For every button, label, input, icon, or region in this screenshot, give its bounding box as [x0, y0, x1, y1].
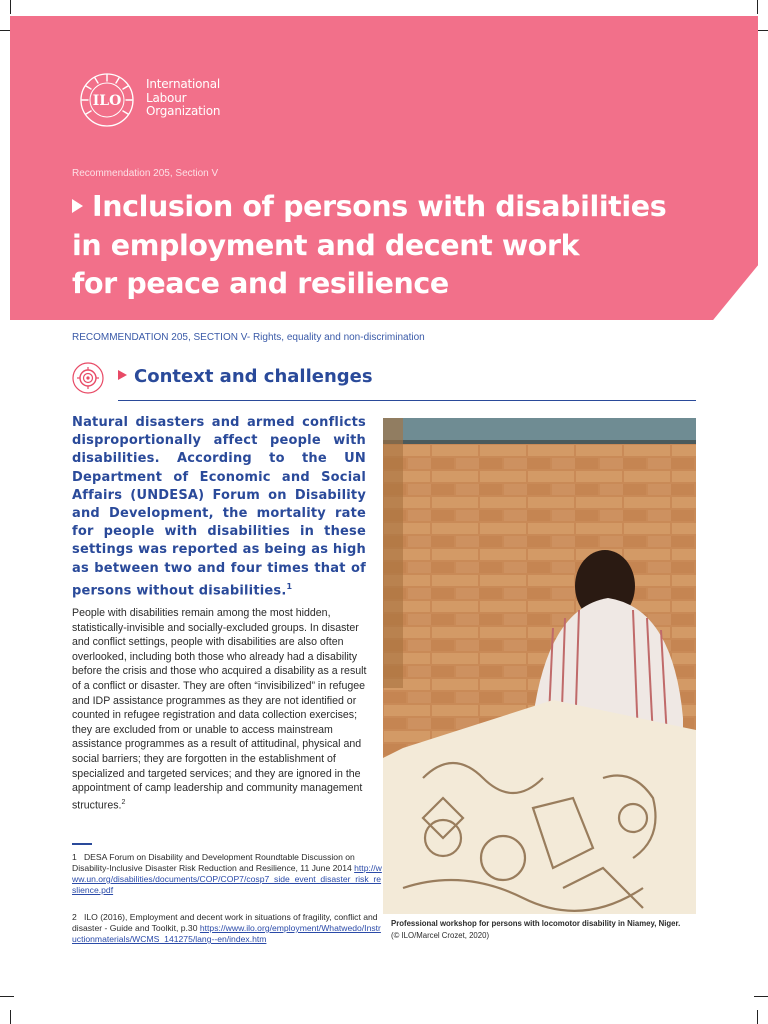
lead-paragraph: Natural disasters and armed conflicts disproportionally affect people with disabilities. According to the UN Department of Economic and Social Affairs (UNDESA) Forum on Disability and Development, the mortality rate for people with disabilities in these settings was reported as being as high as between two and four times that of persons without disabilities.$^1$: [72, 415, 366, 599]
footnote-number: 1: [72, 852, 77, 862]
footnote-link[interactable]: http://www.un.org/disabilities/documents/COP/COP7/cosp7_side_event_disaster_risk_reslience.pdf: [72, 863, 382, 895]
photo-credit: (© ILO/Marcel Crozet, 2020): [391, 930, 490, 940]
footnote-ref[interactable]: 2: [121, 798, 126, 806]
page-title: [72, 188, 712, 304]
section-title: Context and challenges: [118, 366, 373, 387]
footnote: [72, 912, 384, 945]
crop-mark: [0, 996, 14, 997]
photo-caption: [391, 918, 696, 941]
title-line: Inclusion of persons with disabilities: [72, 188, 712, 227]
crop-mark: [757, 0, 758, 14]
footnote-text: ILO (2016), Employment and decent work in situations of fragility, conflict and disaster - Guide and Toolkit, p.30: [72, 912, 378, 933]
crop-mark: [754, 996, 768, 997]
footnote-text: DESA Forum on Disability and Development Roundtable Discussion on Disability-Inclusive Disaster Risk Reduction and Resilience, 11 June 2014: [72, 852, 355, 873]
section-divider: [118, 400, 696, 401]
recommendation-label: Recommendation 205, Section V: [72, 168, 219, 179]
org-name-line: International: [146, 77, 220, 91]
body-paragraph: People with disabilities remain among the most hidden, statistically-invisible and socially-excluded groups. In disaster and conflict settings, people with disabilities are also often overlooked, including both those who already had a disability before the crisis and those who acquired a disability as a result of a conflict or disaster. They are often “invisibilized” in refugee and IDP assistance programmes as they are not identified or counted in refugee registration and data collection exercises; they are excluded from or unable to access mainstream assistance programmes as a result of attitudinal, physical and social barriers; they are forgotten in the establishment of specialized and targeted services; and they are ignored in the appointment of camp leadership and community management structures.$^2$: [72, 607, 367, 812]
crop-mark: [10, 1010, 11, 1024]
workshop-photo: [383, 418, 696, 914]
organization-name: [146, 78, 220, 119]
ilo-logo: [72, 72, 142, 128]
caption-text: Professional workshop for persons with locomotor disability in Niamey, Niger.: [391, 919, 681, 928]
subheading: RECOMMENDATION 205, SECTION V- Rights, equality and non-discrimination: [72, 332, 425, 343]
footnote-divider: [72, 843, 92, 845]
triangle-bullet-icon: [118, 370, 127, 380]
footnote: [72, 852, 384, 896]
org-name-line: Labour: [146, 90, 187, 105]
org-name-line: Organization: [146, 104, 221, 118]
crop-mark: [757, 1010, 758, 1024]
target-icon: [72, 362, 104, 394]
svg-text:ILO: ILO: [92, 93, 122, 109]
title-line: for peace and resilience: [72, 267, 449, 300]
title-line: in employment and decent work: [72, 228, 580, 262]
footnote-number: 2: [72, 912, 77, 922]
crop-mark: [10, 0, 11, 14]
footnote-ref[interactable]: 1: [286, 581, 293, 591]
triangle-bullet-icon: [72, 199, 83, 213]
footnote-link[interactable]: https://www.ilo.org/employment/Whatwedo/Instructionmaterials/WCMS_141275/lang--en/index.htm: [72, 923, 381, 944]
